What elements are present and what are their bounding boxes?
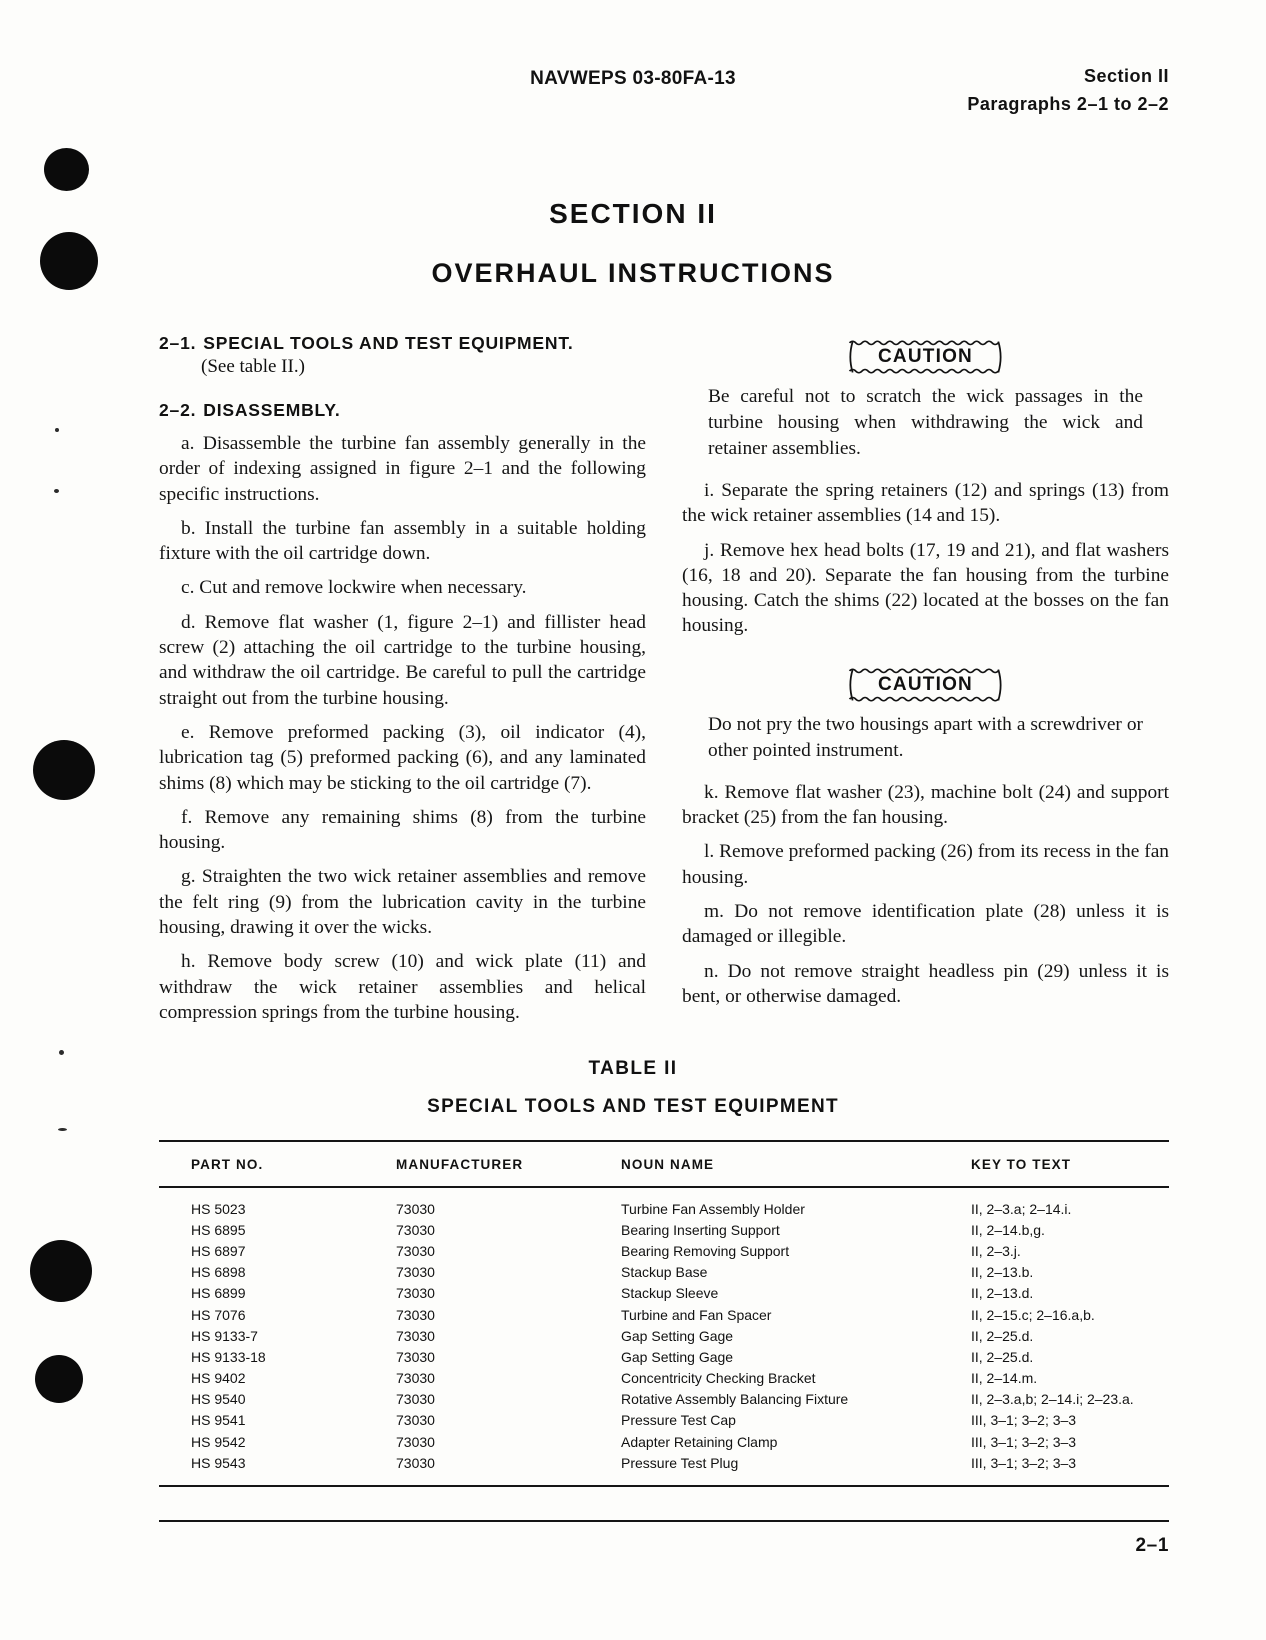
paragraph-d: d. Remove flat washer (1, figure 2–1) and fillister head screw (2) attaching the oil cartridge to the turbine housing, and withdraw the oil cartridge. Be careful to pull the cartridge straight out from the turbine housing.: [159, 611, 646, 709]
cell-key-to-text: III, 3–1; 3–2; 3–3: [971, 1412, 1077, 1429]
heading-2-1-number: 2–1.: [159, 333, 197, 353]
binder-hole-mark: [30, 1240, 92, 1302]
cell-part-no: HS 9541: [191, 1412, 246, 1429]
paragraph-c: c. Cut and remove lockwire when necessary.: [181, 577, 527, 599]
cell-noun-name: Stackup Sleeve: [621, 1285, 719, 1302]
cell-part-no: HS 9133-7: [191, 1327, 258, 1344]
section-subheading: OVERHAUL INSTRUCTIONS: [431, 258, 835, 288]
cell-manufacturer: 73030: [396, 1264, 435, 1281]
paragraph-g: g. Straighten the two wick retainer assemblies and remove the felt ring (9) from the lubrication cavity in the turbine housing, drawing it over the wicks.: [159, 866, 646, 939]
table-row: [159, 1431, 1169, 1452]
cell-manufacturer: 73030: [396, 1327, 435, 1344]
table-subtitle: SPECIAL TOOLS AND TEST EQUIPMENT: [427, 1096, 839, 1117]
cell-noun-name: Stackup Base: [621, 1264, 708, 1281]
paragraph-b: b. Install the turbine fan assembly in a suitable holding fixture with the oil cartridge down.: [159, 517, 646, 565]
paragraph-m: m. Do not remove identification plate (28) unless it is damaged or illegible.: [682, 900, 1169, 948]
cell-noun-name: Pressure Test Cap: [621, 1412, 736, 1429]
cell-manufacturer: 73030: [396, 1200, 435, 1217]
page-number: 2–1: [1135, 1535, 1169, 1556]
cell-noun-name: Adapter Retaining Clamp: [621, 1433, 778, 1450]
cell-noun-name: Concentricity Checking Bracket: [621, 1370, 816, 1387]
paragraph-f: f. Remove any remaining shims (8) from the turbine housing.: [159, 806, 646, 854]
header-paragraph-range: Paragraphs 2–1 to 2–2: [967, 94, 1169, 114]
cell-part-no: HS 6897: [191, 1242, 246, 1259]
table-title: TABLE II: [588, 1058, 678, 1079]
heading-2-1-text: SPECIAL TOOLS AND TEST EQUIPMENT.: [203, 333, 574, 353]
scan-speck: [59, 1050, 64, 1055]
cell-key-to-text: II, 2–13.b.: [971, 1264, 1034, 1281]
cell-key-to-text: II, 2–14.m.: [971, 1370, 1038, 1387]
binder-hole-mark: [33, 740, 95, 800]
paragraph-l: l. Remove preformed packing (26) from its recess in the fan housing.: [682, 841, 1169, 888]
cell-manufacturer: 73030: [396, 1433, 435, 1450]
table-row: [159, 1410, 1169, 1431]
cell-noun-name: Bearing Removing Support: [621, 1242, 790, 1259]
cell-manufacturer: 73030: [396, 1391, 435, 1408]
cell-part-no: HS 9542: [191, 1433, 246, 1450]
table-row: [159, 1389, 1169, 1410]
heading-2-2-text: DISASSEMBLY.: [203, 400, 341, 420]
paragraph-i: i. Separate the spring retainers (12) and springs (13) from the wick retainer assemblies (14 and 15).: [682, 480, 1169, 527]
right-column: [682, 333, 1169, 1018]
paragraph-j: j. Remove hex head bolts (17, 19 and 21), and flat washers (16, 18 and 20). Separate the fan housing from the turbine housing. Catch the shims (22) located at the bosses on the fan housing.: [682, 539, 1169, 637]
cell-key-to-text: II, 2–3.a,b; 2–14.i; 2–23.a.: [971, 1391, 1134, 1408]
header-right-block: [967, 66, 1169, 115]
table-row: [159, 1346, 1169, 1367]
cell-part-no: HS 9543: [191, 1454, 246, 1471]
cell-key-to-text: III, 3–1; 3–2; 3–3: [971, 1433, 1077, 1450]
cell-manufacturer: 73030: [396, 1454, 435, 1471]
table-row: [159, 1262, 1169, 1283]
cell-manufacturer: 73030: [396, 1285, 435, 1302]
special-tools-table: [159, 1140, 1169, 1487]
heading-2-2-number: 2–2.: [159, 400, 197, 420]
cell-key-to-text: II, 2–3.a; 2–14.i.: [971, 1200, 1072, 1217]
caution-box-2-wrapper: [682, 667, 1169, 703]
cell-manufacturer: 73030: [396, 1412, 435, 1429]
cell-part-no: HS 9402: [191, 1370, 246, 1387]
binder-hole-mark: [35, 1355, 83, 1403]
table-header-row: [159, 1142, 1169, 1186]
column-header-key-to-text: KEY TO TEXT: [971, 1157, 1072, 1172]
cell-part-no: HS 9133-18: [191, 1348, 266, 1365]
footer-rule: [159, 1520, 1169, 1522]
caution-box-2: [848, 667, 1003, 703]
cell-key-to-text: II, 2–3.j.: [971, 1242, 1021, 1259]
caution-box-1-text: Be careful not to scratch the wick passages in the turbine housing when withdrawing the wick and retainer assemblies.: [708, 386, 1143, 459]
table-row: [159, 1368, 1169, 1389]
cell-part-no: HS 9540: [191, 1391, 246, 1408]
cell-key-to-text: III, 3–1; 3–2; 3–3: [971, 1454, 1077, 1471]
cell-key-to-text: II, 2–25.d.: [971, 1327, 1034, 1344]
cell-manufacturer: 73030: [396, 1348, 435, 1365]
table-row: [159, 1304, 1169, 1325]
cell-part-no: HS 7076: [191, 1306, 246, 1323]
paragraph-n: n. Do not remove straight headless pin (29) unless it is bent, or otherwise damaged.: [682, 960, 1169, 1007]
table-bottom-rule: [159, 1485, 1169, 1487]
cell-part-no: HS 6898: [191, 1264, 246, 1281]
scan-speck: [55, 428, 59, 432]
section-heading: SECTION II: [549, 198, 717, 229]
cell-noun-name: Pressure Test Plug: [621, 1454, 739, 1471]
column-header-part-no: PART NO.: [191, 1157, 264, 1172]
paragraph-k: k. Remove flat washer (23), machine bolt (24) and support bracket (25) from the fan housing.: [682, 781, 1169, 829]
caution-box-2-label: CAUTION: [878, 673, 973, 695]
paragraph-e: e. Remove preformed packing (3), oil indicator (4), lubrication tag (5) preformed packing (6), and any laminated shims (8) which may be sticking to the oil cartridge (7).: [159, 721, 646, 794]
table-row: [159, 1188, 1169, 1220]
caution-box-1-label: CAUTION: [878, 346, 973, 367]
cell-part-no: HS 6899: [191, 1285, 246, 1302]
paragraph-a: a. Disassemble the turbine fan assembly generally in the order of indexing assigned in figure 2–1 and the following specific instructions.: [159, 433, 646, 505]
cell-noun-name: Rotative Assembly Balancing Fixture: [621, 1391, 849, 1408]
column-header-noun-name: NOUN NAME: [621, 1157, 715, 1172]
cell-manufacturer: 73030: [396, 1370, 435, 1387]
cell-noun-name: Gap Setting Gage: [621, 1348, 734, 1365]
document-number: NAVWEPS 03-80FA-13: [530, 68, 736, 89]
heading-2-2: [159, 400, 646, 421]
table-body: [159, 1188, 1169, 1485]
cell-noun-name: Turbine Fan Assembly Holder: [621, 1200, 805, 1217]
cell-noun-name: Bearing Inserting Support: [621, 1221, 780, 1238]
cell-manufacturer: 73030: [396, 1306, 435, 1323]
binder-hole-mark: [44, 148, 89, 191]
page-title: [0, 198, 1266, 289]
heading-2-1-note: (See table II.): [201, 356, 305, 377]
left-column: [159, 333, 646, 1034]
cell-manufacturer: 73030: [396, 1242, 435, 1259]
body-columns: [159, 333, 1169, 1033]
cell-manufacturer: 73030: [396, 1221, 435, 1238]
paragraph-h: h. Remove body screw (10) and wick plate (11) and withdraw the wick retainer assemblies and helical compression springs from the turbine housing.: [159, 951, 646, 1023]
table-row: [159, 1283, 1169, 1304]
cell-key-to-text: II, 2–25.d.: [971, 1348, 1034, 1365]
caution-box-1-wrapper: [682, 339, 1169, 375]
heading-2-1: [159, 333, 646, 354]
header-section-label: Section II: [1083, 66, 1169, 86]
table-row: [159, 1219, 1169, 1240]
table-row: [159, 1452, 1169, 1485]
cell-noun-name: Gap Setting Gage: [621, 1327, 734, 1344]
table-row: [159, 1240, 1169, 1261]
cell-key-to-text: II, 2–15.c; 2–16.a,b.: [971, 1306, 1095, 1323]
cell-part-no: HS 6895: [191, 1221, 246, 1238]
cell-key-to-text: II, 2–14.b,g.: [971, 1221, 1045, 1238]
cell-part-no: HS 5023: [191, 1200, 246, 1217]
caution-box-1: [848, 339, 1003, 375]
cell-key-to-text: II, 2–13.d.: [971, 1285, 1034, 1302]
cell-noun-name: Turbine and Fan Spacer: [621, 1306, 772, 1323]
scan-speck: [54, 489, 59, 493]
scan-speck: [58, 1128, 67, 1131]
table-row: [159, 1325, 1169, 1346]
caution-box-2-text: Do not pry the two housings apart with a screwdriver or other pointed instrument.: [708, 713, 1143, 761]
column-header-manufacturer: MANUFACTURER: [396, 1157, 524, 1172]
running-header: [0, 68, 1266, 138]
